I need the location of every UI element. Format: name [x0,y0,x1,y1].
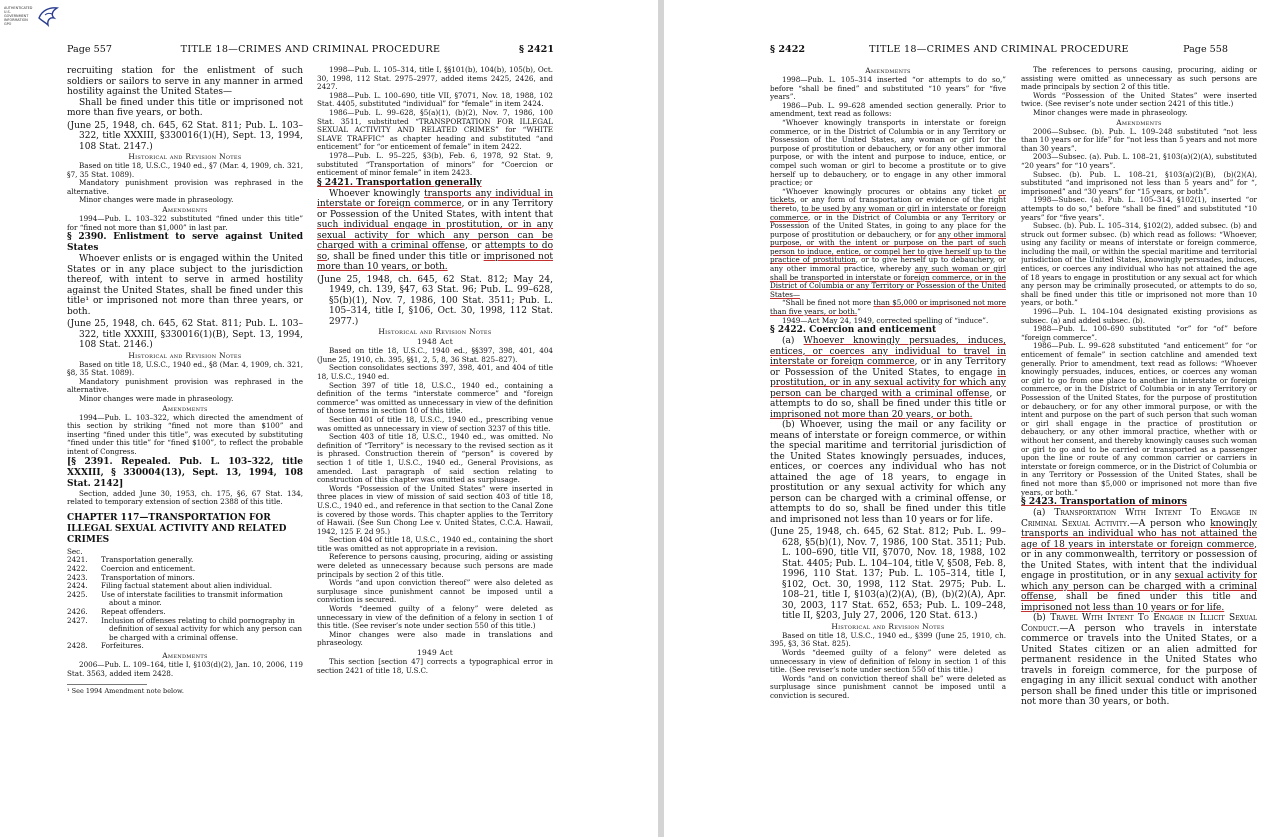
text-run: .—A person who travels in interstate commerce or travels into the United States, or a United States citizen or an alien admitted for permanent residence in the United States who travels in foreign commerce, for the purpose of engaging in any illicit sexual conduct with another person shall be fined under this title or imprisoned not more than 30 years, or both. [1021,623,1257,708]
right-column-1 [770,66,1006,826]
text-run: (b) [1033,613,1051,624]
text-paragraph: recruiting station for the enlistment of such soldiers or sailors to serve in any manner in armed hostility against the United States— [67,66,303,97]
highlighted-text: Whoever knowingly persuades, induces, entices, or coerces any individual to travel in interstate or foreign commerce [770,336,1006,368]
source-credit: (June 25, 1948, ch. 645, 62 Stat. 811; Pub. L. 103–322, title XXXIII, §330016(1)(B), Sept. 13, 1994, 108 Stat. 2146.) [67,319,303,351]
note-paragraph: Subsec. (b). Pub. L. 105–314, §102(2), added subsec. (b) and struck out former subsec. (b) which read as follows: “Whoever, using any facility or means of interstate or foreign commerce, including the mail, or within the special maritime and territorial jurisdiction of the United States, knowingly persuades, induces, entices, or coerces any individual who has not attained the age of 18 years to engage in prostitution or any sexual act for which any person may be criminally prosecuted, or attempts to do so, shall be fined under this title or imprisoned not more than 10 years, or both.” [1021,221,1257,308]
toc-section-number: 2426. [67,606,88,616]
right-column-2 [1021,66,1257,826]
toc-section-number: 2428. [67,641,88,651]
text-paragraph: Shall be fined under this title or imprisoned not more than five years, or both. [67,97,303,118]
toc-section-title: Filing factual statement about alien individual. [101,581,272,591]
note-paragraph: Reference to persons causing, procuring, aiding or assisting were deleted as unnecessary because such persons are made principals by section 2 of this title. [317,552,553,579]
section-text: (b) Whoever, using the mail or any facility or means of interstate or foreign commerce, or within the special maritime and territorial jurisdiction of the United States knowingly persuades, induces, entices, or coerces any individual who has not attained the age of 18 years, to engage in prostitution or any sexual activity for which any person can be charged with a criminal offense, or attempts to do so, shall be fined under this title and imprisoned not less than 10 years or for life. [770,420,1006,525]
toc-section-number: 2425. [67,589,88,599]
note-paragraph: Section 403 of title 18, U.S.C., 1940 ed., was omitted. No definition of “Territory” is necessary to the revised section as it is phrased. Construction therein of “person” is covered by section 1 of title 1, U.S.C., 1940 ed., General Provisions, as amended. Last paragraph of said section relating to construction of this chapter was omitted as surplusage. [317,432,553,485]
section-heading-text: § 2421. Transportation generally [317,177,482,188]
highlighted-text: any other immoral purpose, or with the intent or purpose on the part of such person to induce, entice, or compel her to give herself up to the practice of prostitution [770,229,1006,265]
notes-heading: Historical and Revision Notes [831,621,945,631]
text-run: (a) [1033,508,1055,519]
section-text [770,336,1006,420]
note-paragraph: Words “Possession of the United States” were inserted twice. (See reviser’s note under section 2421 of this title.) [1021,90,1257,109]
highlighted-text: imprisoned not more than 20 years, or both. [770,409,973,420]
toc-section-title: Inclusion of offenses relating to child pornography in definition of sexual activity for which any person can be charged with a criminal offense. [101,615,303,642]
note-paragraph: Section 397 of title 18, U.S.C., 1940 ed., containing a definition of the terms “interstate commerce” and “foreign commerce” was omitted as unnecessary in view of the definition of those terms in section 10 of this title. [317,380,553,416]
note-paragraph: Based on title 18, U.S.C., 1940 ed., §7 (Mar. 4, 1909, ch. 321, §7, 35 Stat. 1089). [67,161,303,179]
note-paragraph: “Whoever knowingly transports in interstate or foreign commerce, or in the District of Columbia or in any Territory or Possession of the United States, any woman or girl for the purpose of prostitution or debauchery, or for any other immoral purpose, or with the intent and purpose to induce, entice, or compel such woman or girl to become a prostitute or to give herself up to debauchery, or to engage in any other immoral practice; or [770,117,1006,188]
note-paragraph: Words “and on conviction thereof shall be” were deleted as surplusage since punishment cannot be imposed until a conviction is secured. [770,673,1006,700]
subsection-caption: Travel With Intent To Engage in Illicit Sexual Conduct [1021,613,1257,634]
toc-section-number: 2422. [67,563,88,573]
highlighted-text: imprisoned not less than 10 years or for life. [1021,602,1225,613]
running-title: TITLE 18—CRIMES AND CRIMINAL PROCEDURE [180,44,441,55]
toc-section-title: Repeat offenders. [101,606,166,616]
section-heading-2423 [1021,497,1257,508]
gpo-authenticated-logo [4,4,64,30]
running-section: § 2421 [518,44,554,55]
note-paragraph: 1986—Pub. L. 99–628 amended section generally. Prior to amendment, text read as follows: [770,100,1006,119]
chapter-toc [67,556,303,651]
note-paragraph: Minor changes were made in phraseology. [79,394,234,404]
source-credit: (June 25, 1948, ch. 645, 62 Stat. 811; Pub. L. 103–322, title XXXIII, §330016(1)(H), Sept. 13, 1994, 108 Stat. 2147.) [67,120,303,152]
page-number: Page 558 [1183,44,1228,55]
note-paragraph: 1986—Pub. L. 99–628, §5(a)(1), (b)(2), Nov. 7, 1986, 100 Stat. 3511, substituted “TRANSPORTATION FOR ILLEGAL SEXUAL ACTIVITY AND RELATED CRIMES” for “WHITE SLAVE TRAFFIC” as chapter heading and substituted “and enticement” for “or enticement of female” in item 2422. [317,107,553,152]
toc-section-number: 2423. [67,572,88,582]
toc-section-title: Transportation of minors. [101,572,195,582]
toc-section-title: Coercion and enticement. [101,563,196,573]
page-558 [664,0,1280,837]
note-paragraph: 2006—Subsec. (b). Pub. L. 109–248 substituted “not less than 10 years or for life” for “not less than 5 years and not more than 30 years”. [1021,126,1257,153]
toc-row [67,591,303,608]
note-paragraph: 1978—Pub. L. 95–225, §3(b), Feb. 6, 1978, 92 Stat. 9, substituted “Transportation of minors” for “Coercion or enticement of minor female” in item 2423. [317,150,553,178]
text-run: , or attempts to do so, shall be fined under this title or [770,388,1006,410]
note-paragraph: Mandatory punishment provision was rephrased in the alternative. [67,376,303,395]
section-heading-2421 [317,178,553,189]
source-credit: (June 25, 1948, ch. 645, 62 Stat. 812; Pub. L. 99–628, §5(b)(1), Nov. 7, 1986, 100 Stat. 3511; Pub. L. 100–690, title VII, §7070, Nov. 18, 1988, 102 Stat. 4405; Pub. L. 104–104, title V, §508, Feb. 8, 1996, 110 Stat. 137; Pub. L. 105–314, title I, §102, Oct. 30, 1998, 112 Stat. 2975; Pub. L. 108–21, title I, §103(a)(2)(A), (B), (b)(2)(A), Apr. 30, 2003, 117 Stat. 652, 653; Pub. L. 109–248, title II, §203, July 27, 2006, 120 Stat. 613.) [770,527,1006,622]
section-text [317,189,553,273]
section-text [1021,613,1257,708]
text-run: “Whoever knowingly procures or obtains any ticket [782,186,999,196]
text-run: , or in any Territory or Possession of the United States, with intent that [317,199,553,220]
note-paragraph: Section consolidates sections 397, 398, 401, and 404 of title 18, U.S.C., 1940 ed. [317,363,553,381]
page-number: Page 557 [67,44,112,55]
note-paragraph: Minor changes were also made in translations and phraseology. [317,629,553,648]
text-run: “Shall be fined not more [782,298,874,308]
highlighted-text: such individual engage in prostitution, or in any sexual activity for which any person can be charged with a criminal offense [317,220,553,252]
toc-label: Sec. [67,546,83,556]
note-paragraph: 1998—Pub. L. 105–314 inserted “or attempts to do so,” before “shall be fined” and substituted “10 years” for “five years”. [770,75,1006,102]
subsection-caption: Transportation With Intent To Engage in Criminal Sexual Activity [1021,508,1257,529]
note-paragraph: Words “and upon conviction thereof” were also deleted as surplusage since punishment cannot be imposed until a conviction is secured. [317,578,553,605]
section-heading-2390: § 2390. Enlistment to serve against United States [67,232,303,254]
footnote-rule [67,684,147,685]
amendments-heading: Amendments [162,204,208,214]
toc-section-number: 2427. [67,615,88,625]
note-paragraph: Based on title 18, U.S.C., 1940 ed., §399 (June 25, 1910, ch. 395, §3, 36 Stat. 825). [770,630,1006,649]
note-paragraph: Minor changes were made in phraseology. [1033,107,1188,117]
highlighted-text: any such woman or girl shall be transported in interstate or foreign commerce, or in the District of Columbia or any Territory or Possession of the United States— [770,264,1006,299]
note-paragraph: 1996—Pub. L. 104–104 designated existing provisions as subsec. (a) and added subsec. (b). [1021,307,1257,325]
toc-row [67,642,303,651]
footnote: ¹ See 1994 Amendment note below. [67,687,184,696]
highlighted-text: knowingly transports an individual who has not attained the age of 18 years in interstate or foreign commerce [1021,518,1257,550]
section-heading-text: § 2423. Transportation of minors [1021,497,1187,508]
source-credit: (June 25, 1948, ch. 645, 62 Stat. 812; May 24, 1949, ch. 139, §47, 63 Stat. 96; Pub. L. 99–628, §5(b)(1), Nov. 7, 1986, 100 Stat. 3511; Pub. L. 105–314, title I, §106, Oct. 30, 1998, 112 Stat. 2977.) [317,274,553,327]
note-paragraph: Words “deemed guilty of a felony” were deleted as unnecessary in view of definition of felony in section 1 of this title. (See reviser’s note under section 550 of this title.) [770,647,1006,675]
highlighted-text: transports any individual in interstate or foreign commerce [317,188,553,210]
section-heading-2391: [§ 2391. Repealed. Pub. L. 103–322, title XXXIII, § 330004(13), Sept. 13, 1994, 108 Stat. 2142] [67,456,303,489]
note-paragraph: 1994—Pub. L. 103–322 substituted “fined under this title” for “fined not more than $1,000” in last par. [67,213,303,232]
amendments-heading: Amendments [162,650,208,660]
note-paragraph: 1998—Pub. L. 105–314, title I, §§101(b), 104(b), 105(b), Oct. 30, 1998, 112 Stat. 2975–2977, added items 2425, 2426, and 2427. [317,66,553,92]
highlighted-text: or tickets [770,186,1006,205]
note-paragraph: Based on title 18, U.S.C., 1940 ed., §8 (Mar. 4, 1909, ch. 321, §8, 35 Stat. 1089). [67,359,303,378]
text-run: , or in any commonwealth, territory or possession of the United States, with intent that the individual engage in prostitution, or in any [1021,539,1257,582]
note-paragraph: 2003—Subsec. (a). Pub. L. 108–21, §103(a)(2)(A), substituted “20 years” for “10 years”. [1021,152,1257,170]
eagle-seal-icon [36,4,60,30]
text-run: (a) [782,336,804,347]
note-paragraph: Mandatory punishment provision was rephrased in the alternative. [67,178,303,196]
toc-section-number: 2421. [67,555,88,565]
text-run: , shall be fined under this title or [327,251,484,262]
toc-section-title: Transportation generally. [101,555,194,565]
note-paragraph: 1988—Pub. L. 100–690 substituted “or” for “of” before “foreign commerce”. [1021,324,1257,342]
note-paragraph: Minor changes were made in phraseology. [79,195,234,205]
left-column-2 [317,66,553,826]
note-paragraph: Section 401 of title 18, U.S.C., 1940 ed., prescribing venue was omitted as unnecessary in view of section 3237 of this title. [317,414,553,433]
note-paragraph: Words “deemed guilty of a felony” were deleted as unnecessary in view of the definition of a felony in section 1 of this title. (See reviser’s note under section 550 of this title.) [317,604,553,631]
section-text: Whoever enlists or is engaged within the United States or in any place subject to the jurisdiction thereof, with intent to serve in armed hostility against the United States, shall be fined under this title¹ or imprisoned not more than three years, or both. [67,254,303,317]
section-heading-2422: § 2422. Coercion and enticement [770,325,937,336]
act-heading: 1949 Act [416,648,453,657]
act-heading: 1948 Act [416,337,453,347]
left-column-1 [67,66,303,826]
section-text [1021,508,1257,613]
note-paragraph: Based on title 18, U.S.C., 1940 ed., §§397, 398, 401, 404 (June 25, 1910, ch. 395, §§1, 2, 5, 8, 36 Stat. 825–827). [317,346,553,364]
note-paragraph: 1998—Subsec. (a). Pub. L. 105–314, §102(1), inserted “or attempts to do so,” before “shall be fined” and substituted “10 years” for “five years”. [1021,195,1257,222]
note-paragraph: Words “Possession of the United States” were inserted in three places in view of mission of said section 403 of title 18, U.S.C., 1940 ed., and reference in that section to the Canal Zone is covered by those words. This chapter applies to the Territory of Hawaii. (See Sun Chong Lee v. United States, C.C.A. Hawaii, 1942, 125 F. 2d 95.) [317,483,553,536]
note-paragraph [770,299,1006,316]
highlighted-text: imprisoned not more than 10 years, or both. [317,251,553,273]
toc-section-title: Use of interstate facilities to transmit information about a minor. [101,589,283,608]
amendments-heading: Amendments [1116,117,1162,127]
toc-section-number: 2424. [67,581,88,591]
text-run: , or to give herself up to debauchery, or any other immoral practice, whereby [770,255,1006,274]
toc-section-title: Forfeitures. [101,641,144,651]
note-paragraph: Section 404 of title 18, U.S.C., 1940 ed., containing the short title was omitted as not appropriate in a revision. [317,535,553,553]
amendments-heading: Amendments [162,403,208,413]
note-paragraph: 1994—Pub. L. 103–322, which directed the amendment of this section by striking “fined not more than $100” and inserting “fined under this title”, was executed by substituting “fined under this title” for “fined $100”, to reflect the probable intent of Congress. [67,412,303,456]
running-section: § 2422 [770,44,806,55]
text-run: .—A person who [1126,518,1211,529]
note-paragraph [770,188,1006,300]
logo-text: AUTHENTICATED U.S. GOVERNMENT INFORMATION GPO [4,6,33,26]
chapter-heading: CHAPTER 117—TRANSPORTATION FOR ILLEGAL SEXUAL ACTIVITY AND RELATED CRIMES [67,512,287,545]
note-paragraph: The references to persons causing, procuring, aiding or assisting were omitted as unnecessary as such persons are made principals by section 2 of this title. [1021,66,1257,92]
toc-row [67,617,303,643]
text-run: , or any form of transportation or evidence of the right thereto, [770,195,1006,213]
text-run: , shall be fined under this title and [1053,592,1257,603]
note-paragraph: 1986—Pub. L. 99–628 substituted “and enticement” for “or enticement of female” in section catchline and amended text generally. Prior to amendment, text read as follows: “Whoever knowingly persuades, induces, entices, or coerces any woman or girl to go from one place to another in interstate or foreign commerce, or in the District of Columbia or in any Territory or Possession of the United States, for the purpose of prostitution or debauchery, or for any other immoral purpose, or with the intent and purpose on the part of such person that such woman or girl shall engage in the practice of prostitution or debauchery, or any other immoral practice, whether with or without her consent, and thereby knowingly causes such woman or girl to go and to be carried or transported as a passenger upon the line or route of any common carrier or carriers in interstate or foreign commerce, or in the District of Columbia or in any Territory or Possession of the United States, shall be fined not more than $5,000 or imprisoned not more than five years, or both.” [1021,341,1257,497]
highlighted-text: sexual activity for which any person can be charged with a criminal offense [1021,571,1257,603]
highlighted-text: in prostitution, or in any sexual activity for which any person can be charged with a criminal offense [770,367,1006,399]
text-run: ” [857,307,861,317]
note-paragraph: 2006—Pub. L. 109–164, title I, §103(d)(2), Jan. 10, 2006, 119 Stat. 3563, added item 2428. [67,659,303,678]
text-run: Whoever knowingly [329,188,424,199]
text-run: , or in the District of Columbia or any Territory or Possession of the United States, in going to any place for the purpose of prostitution or debauchery, or for [770,212,1006,239]
note-paragraph: Subsec. (b). Pub. L. 108–21, §103(a)(2)(B), (b)(2)(A), substituted “and imprisoned not less than 5 years and” for “, imprisoned” and “30 years” for “15 years, or both”. [1021,169,1257,196]
note-paragraph: 1988—Pub. L. 100–690, title VII, §7071, Nov. 18, 1988, 102 Stat. 4405, substituted “individual” for “female” in item 2424. [317,90,553,109]
note-paragraph: 1949—Act May 24, 1949, corrected spelling of “induce”. [782,315,989,325]
highlighted-text: than $5,000 or imprisoned not more than five years, or both. [770,298,1006,317]
running-title: TITLE 18—CRIMES AND CRIMINAL PROCEDURE [869,44,1129,55]
text-run: , or in any Territory or Possession of the United States, to engage [770,357,1006,378]
notes-heading: Historical and Revision Notes [378,327,492,337]
notes-heading: Historical and Revision Notes [128,350,242,360]
highlighted-text: attempts to do so [317,241,553,262]
note-paragraph: Section, added June 30, 1953, ch. 175, §6, 67 Stat. 134, related to temporary extension of section 2388 of this title. [67,488,303,507]
note-paragraph: This section [section 47] corrects a typographical error in section 2421 of title 18, U.S.C. [317,657,553,675]
text-run: , or [465,241,485,252]
highlighted-text: to be used by any woman or girl in interstate or foreign commerce [770,203,1006,222]
notes-heading: Historical and Revision Notes [128,152,242,161]
amendments-heading: Amendments [865,66,911,75]
